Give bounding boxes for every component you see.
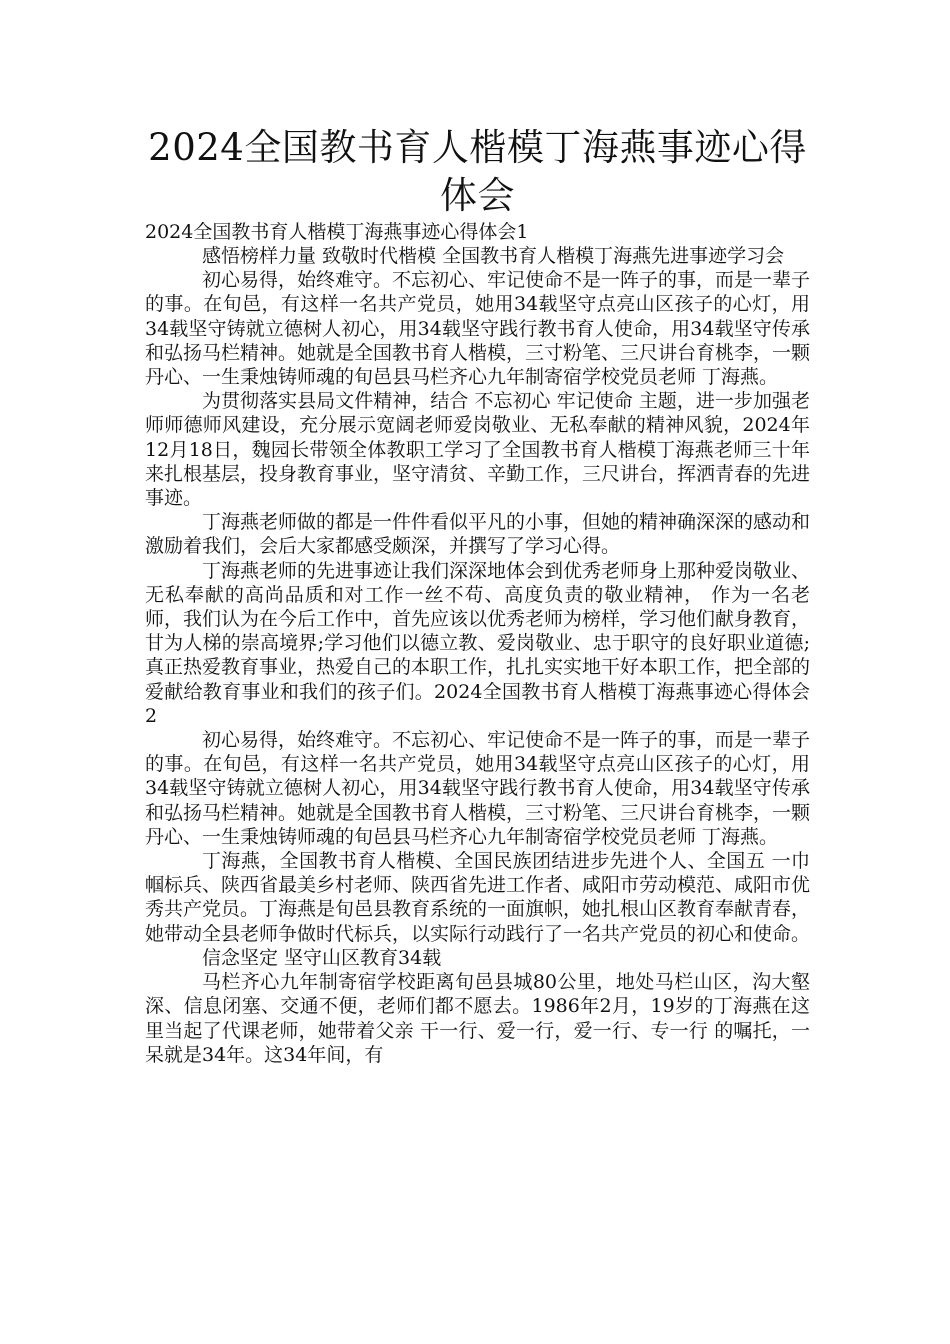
paragraph: 信念坚定 坚守山区教育34载: [202, 946, 442, 969]
paragraph: 感悟榜样力量 致敬时代楷模 全国教书育人楷模丁海燕先进事迹学习会: [202, 245, 785, 267]
section-heading: 2024全国教书育人楷模丁海燕事迹心得体会1: [145, 221, 529, 243]
paragraph: 初心易得，始终难守。不忘初心、牢记使命不是一阵子的事，而是一辈子的事。在旬邑，有这样一名共产党员，她用34载坚守点亮山区孩子的心灯，用34载坚守铸就立德树人初心，用34载坚守践行教书育人使命，用34载坚守传承和弘扬马栏精神。她就是全国教书育人楷模，三寸粉笔、三尺讲台育桃李，一颗丹心、一生秉烛铸师魂的旬邑县马栏齐心九年制寄宿学校党员老师 丁海燕。: [145, 269, 811, 389]
paragraph: 丁海燕，全国教书育人楷模、全国民族团结进步先进个人、全国五 一巾帼标兵、陕西省最美乡村老师、陕西省先进工作者、咸阳市劳动模范、咸阳市优秀共产党员。丁海燕是旬邑县教育系统的一面旗帜，她扎根山区教育奉献青春，她带动全县老师争做时代标兵，以实际行动践行了一名共产党员的初心和使命。: [145, 850, 811, 945]
paragraph: 马栏齐心九年制寄宿学校距离旬邑县城80公里，地处马栏山区，沟大壑深、信息闭塞、交通不便，老师们都不愿去。1986年2月，19岁的丁海燕在这里当起了代课老师，她带着父亲 干一行、爱一行，爱一行、专一行 的嘱托，一呆就是34年。这34年间，有: [145, 971, 810, 1066]
paragraph: 为贯彻落实县局文件精神，结合 不忘初心 牢记使命 主题，进一步加强老师师德师风建设，充分展示宽阔老师爱岗敬业、无私奉献的精神风貌，2024年12月18日，魏园长带领全体教职工学习了全国教书育人楷模丁海燕老师三十年来扎根基层，投身教育事业，坚守清贫、辛勤工作，三尺讲台，挥洒青春的先进事迹。: [145, 390, 811, 510]
document-title: 2024全国教书育人楷模丁海燕事迹心得体会: [148, 126, 807, 217]
paragraph: 丁海燕老师的先进事迹让我们深深地体会到优秀老师身上那种爱岗敬业、无私奉献的高尚品质和对工作一丝不苟、高度负责的敬业精神， 作为一名老师，我们认为在今后工作中，首先应该以优秀老师为榜样，学习他们献身教育，甘为人梯的崇高境界;学习他们以德立教、爱岗敬业、忠于职守的良好职业道德;真正热爱教育事业，热爱自己的本职工作，扎扎实实地干好本职工作，把全部的爱献给教育事业和我们的孩子们。2024全国教书育人楷模丁海燕事迹心得体会2: [145, 559, 811, 727]
document-page: [145, 124, 810, 1067]
paragraph: 丁海燕老师做的都是一件件看似平凡的小事，但她的精神确深深的感动和激励着我们，会后大家都感受颇深，并撰写了学习心得。: [145, 511, 811, 558]
paragraph: 初心易得，始终难守。不忘初心、牢记使命不是一阵子的事，而是一辈子的事。在旬邑，有这样一名共产党员，她用34载坚守点亮山区孩子的心灯，用34载坚守铸就立德树人初心，用34载坚守践行教书育人使命，用34载坚守传承和弘扬马栏精神。她就是全国教书育人楷模，三寸粉笔、三尺讲台育桃李，一颗丹心、一生秉烛铸师魂的旬邑县马栏齐心九年制寄宿学校党员老师 丁海燕。: [145, 729, 811, 848]
